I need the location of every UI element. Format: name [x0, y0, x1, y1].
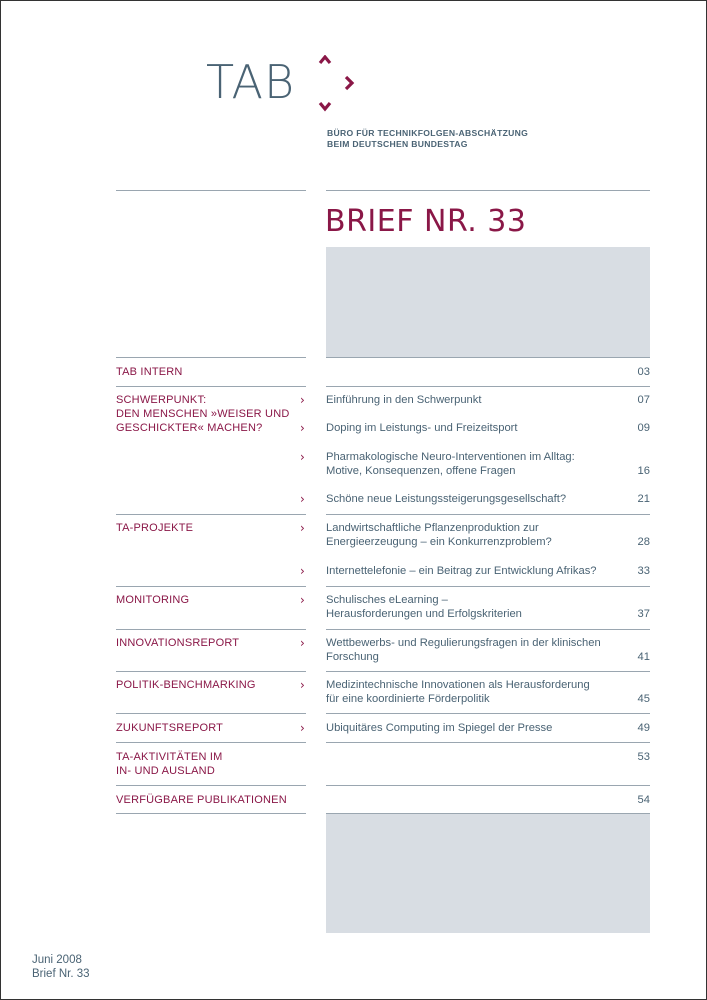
section-ta-aktivitaeten-line-2: IN- UND AUSLAND — [116, 765, 215, 777]
page-number: 49 — [637, 722, 650, 734]
section-schwerpunkt-line-1: SCHWERPUNKT: — [116, 394, 207, 406]
toc-entry[interactable] — [326, 721, 616, 735]
section-ta-projekte[interactable]: TA-PROJEKTE — [116, 522, 194, 534]
divider — [116, 713, 306, 714]
divider — [116, 386, 306, 387]
subtitle-line-1: BÜRO FÜR TECHNIKFOLGEN-ABSCHÄTZUNG — [327, 128, 529, 138]
page-number: 37 — [637, 608, 650, 620]
toc-entry-title: Einführung in den Schwerpunkt — [326, 394, 482, 406]
divider — [116, 742, 306, 743]
page-number: 33 — [637, 565, 650, 577]
page-number: 09 — [637, 422, 650, 434]
section-monitoring[interactable]: MONITORING — [116, 594, 190, 606]
page-number: 53 — [637, 751, 650, 763]
chevron-right-icon: › — [300, 393, 305, 407]
toc-entry-subtitle: für eine koordinierte Förderpolitik — [326, 693, 490, 705]
section-schwerpunkt-line-2: DEN MENSCHEN »WEISER UND — [116, 408, 290, 420]
page-number: 16 — [637, 465, 650, 477]
toc-entry-subtitle: Motive, Konsequenzen, offene Fragen — [326, 465, 516, 477]
divider — [116, 586, 306, 587]
chevron-right-icon: › — [300, 492, 305, 506]
divider — [116, 514, 306, 515]
divider — [116, 629, 306, 630]
section-verfuegbare-publikationen[interactable]: VERFÜGBARE PUBLIKATIONEN — [116, 794, 287, 806]
toc-entry-title: Doping im Leistungs- und Freizeitsport — [326, 422, 518, 434]
section-schwerpunkt-line-3: GESCHICKTER« MACHEN? — [116, 422, 263, 434]
toc-entry-title: Wettbewerbs- und Regulierungsfragen in der klinischen — [326, 637, 601, 649]
toc-entry-title: Schulisches eLearning – — [326, 594, 448, 606]
toc-entry[interactable] — [326, 450, 616, 478]
subtitle-line-2: BEIM DEUTSCHEN BUNDESTAG — [327, 139, 468, 149]
chevron-right-icon: › — [300, 521, 305, 535]
toc-entry-title: Pharmakologische Neuro-Interventionen im Alltag: — [326, 451, 575, 463]
toc-entry[interactable] — [326, 421, 616, 435]
logo-text: TAB — [206, 55, 296, 109]
institution-subtitle — [327, 128, 528, 150]
divider — [116, 357, 306, 358]
divider — [326, 357, 650, 358]
toc-entry-title: Medizintechnische Innovationen als Herausforderung — [326, 679, 590, 691]
page-number: 21 — [637, 493, 650, 505]
page-number: 41 — [637, 651, 650, 663]
chevron-right-icon: › — [300, 678, 305, 692]
section-ta-aktivitaeten[interactable] — [116, 750, 296, 778]
toc-entry-subtitle: Forschung — [326, 651, 379, 663]
section-schwerpunkt[interactable] — [116, 393, 296, 435]
chevron-right-icon: › — [300, 564, 305, 578]
footer-issue: Brief Nr. 33 — [32, 968, 90, 980]
toc-entry-title: Ubiquitäres Computing im Spiegel der Presse — [326, 722, 553, 734]
divider — [326, 629, 650, 630]
chevron-right-icon: › — [300, 721, 305, 735]
footer-date: Juni 2008 — [32, 954, 82, 966]
toc-entry[interactable] — [326, 593, 616, 621]
divider — [326, 386, 650, 387]
toc-entry-title: Landwirtschaftliche Pflanzenproduktion zur — [326, 522, 539, 534]
divider — [116, 190, 306, 191]
page-number: 07 — [637, 394, 650, 406]
page-title: BRIEF NR. 33 — [325, 204, 527, 239]
image-placeholder-bottom — [326, 814, 650, 933]
divider — [116, 671, 306, 672]
divider — [326, 671, 650, 672]
divider — [116, 813, 306, 814]
divider — [326, 190, 650, 191]
toc-entry[interactable] — [326, 393, 616, 407]
divider — [326, 586, 650, 587]
divider — [326, 742, 650, 743]
section-ta-aktivitaeten-line-1: TA-AKTIVITÄTEN IM — [116, 751, 223, 763]
page-number: 03 — [637, 366, 650, 378]
toc-entry[interactable] — [326, 492, 616, 506]
image-placeholder-top — [326, 247, 650, 357]
toc-entry-title: Internettelefonie – ein Beitrag zur Entwicklung Afrikas? — [326, 565, 597, 577]
section-tab-intern[interactable]: TAB INTERN — [116, 366, 183, 378]
chevron-right-icon: › — [300, 636, 305, 650]
toc-entry[interactable] — [326, 521, 616, 549]
divider — [326, 785, 650, 786]
section-innovationsreport[interactable]: INNOVATIONSREPORT — [116, 637, 240, 649]
footer — [32, 953, 90, 981]
toc-entry[interactable] — [326, 636, 616, 664]
tab-chevron-mark-icon — [316, 55, 361, 117]
page-number: 28 — [637, 536, 650, 548]
divider — [326, 713, 650, 714]
page-number: 45 — [637, 693, 650, 705]
toc-entry-title: Schöne neue Leistungssteigerungsgesellschaft? — [326, 493, 567, 505]
toc-entry[interactable] — [326, 678, 616, 706]
chevron-right-icon: › — [300, 421, 305, 435]
toc-entry[interactable] — [326, 564, 616, 578]
divider — [326, 514, 650, 515]
chevron-right-icon: › — [300, 593, 305, 607]
page-number: 54 — [637, 794, 650, 806]
chevron-right-icon: › — [300, 450, 305, 464]
section-politik-benchmarking[interactable]: POLITIK-BENCHMARKING — [116, 679, 256, 691]
toc-entry-subtitle: Herausforderungen und Erfolgskriterien — [326, 608, 522, 620]
divider — [116, 785, 306, 786]
section-zukunftsreport[interactable]: ZUKUNFTSREPORT — [116, 722, 224, 734]
toc-entry-subtitle: Energieerzeugung – ein Konkurrenzproblem? — [326, 536, 552, 548]
